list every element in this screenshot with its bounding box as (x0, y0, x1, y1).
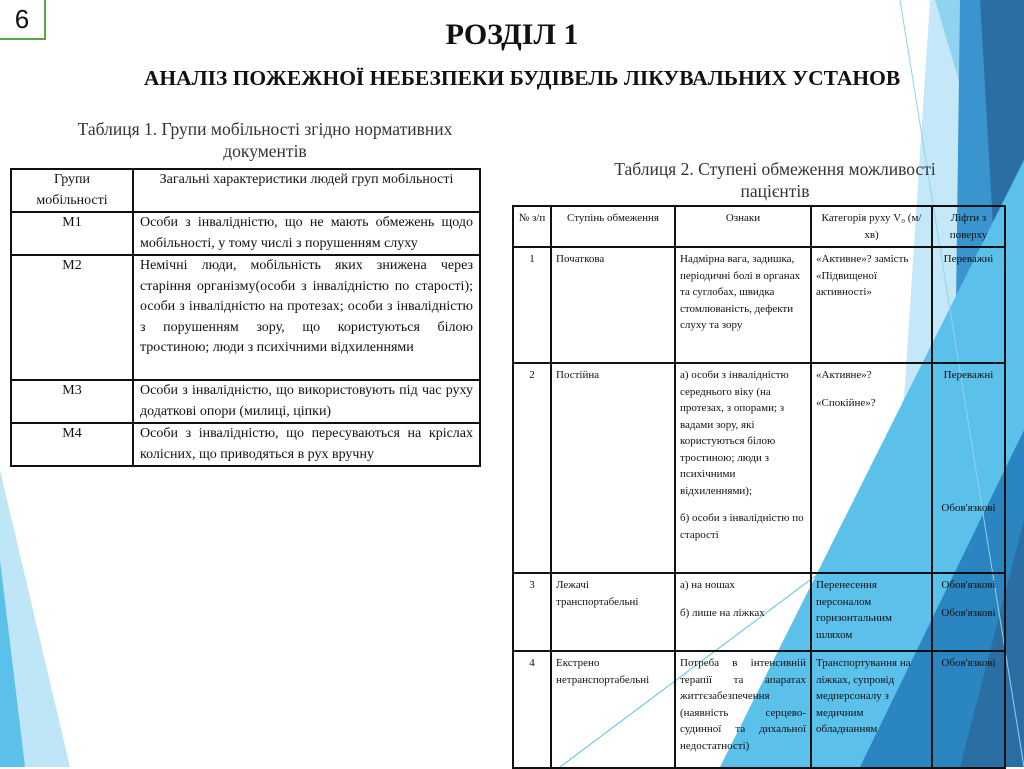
table1-caption: Таблиця 1. Групи мобільності згідно нормативних документів (77, 119, 453, 161)
category-cell: Перенесення персоналом горизонтальним шляхом (811, 573, 932, 651)
slide-number: 6 (0, 0, 46, 40)
header-cell: Загальні характеристики людей груп мобільності (133, 169, 480, 212)
lifts-cell (932, 363, 1005, 573)
sign-item: а) на ношах (680, 579, 736, 591)
table-header-row (11, 169, 480, 212)
table-header-row (513, 206, 1005, 247)
row-number: 2 (513, 363, 551, 573)
table-row (11, 255, 480, 380)
group-cell: М1 (11, 212, 133, 255)
sign-item: б) особи з інвалідністю по старості (680, 512, 804, 541)
category-cell (811, 363, 932, 573)
category-item: «Спокійне»? (816, 396, 876, 409)
signs-cell: Надмірна вага, задишка, періодичні болі в органах та суглобах, швидка стомлюваність, дефекти слуху та зору (675, 247, 811, 363)
table-row (513, 247, 1005, 363)
table2-caption: Таблиця 2. Ступені обмеження можливості пацієнтів (614, 159, 936, 201)
table-row (11, 423, 480, 466)
degree-cell: Постійна (551, 363, 675, 573)
group-cell: М3 (11, 380, 133, 423)
table-row (513, 651, 1005, 768)
mobility-groups-table (10, 168, 481, 467)
degree-cell: Лежачі транспортабельні (551, 573, 675, 651)
signs-cell (675, 573, 811, 651)
lifts-cell: Обов'язкові (932, 651, 1005, 768)
header-cell: Категорія руху V₀ (м/хв) (811, 206, 932, 247)
desc-cell: Особи з інвалідністю, що використовують під час руху додаткові опори (милиці, ціпки) (133, 380, 480, 423)
table-row (513, 363, 1005, 573)
lifts-item: Переважні (943, 369, 994, 381)
desc-cell: Немічні люди, мобільність яких знижена через старіння організму(особи з інвалідністю по старості); особи з інвалідністю на протезах; особи з інвалідністю з порушенням зору, що користуються білою тростиною; люди з психічними відхиленнями (133, 255, 480, 380)
row-number: 4 (513, 651, 551, 768)
page-subtitle: АНАЛІЗ ПОЖЕЖНОЇ НЕБЕЗПЕКИ БУДІВЕЛЬ ЛІКУВАЛЬНИХ УСТАНОВ (143, 66, 901, 90)
header-cell: Групи мобільності (11, 169, 133, 212)
page-title: РОЗДІЛ 1 (445, 18, 579, 51)
lifts-item: Обов'язкові (941, 579, 996, 591)
lifts-item: Обов'язкові (941, 606, 996, 619)
patient-restriction-table (512, 205, 1006, 769)
category-item: «Активне»? (816, 369, 872, 381)
table-row (513, 573, 1005, 651)
category-cell: Транспортування на ліжках, супровід медперсоналу з медичним обладнанням (811, 651, 932, 768)
sign-item: б) лише на ліжках (680, 606, 765, 619)
row-number: 1 (513, 247, 551, 363)
header-cell: Ліфти з поверху (932, 206, 1005, 247)
header-cell: № з/п (513, 206, 551, 247)
lifts-item: Обов'язкові (941, 501, 996, 514)
table-row (11, 212, 480, 255)
table-row (11, 380, 480, 423)
header-cell: Ступінь обмеження (551, 206, 675, 247)
sign-item: а) особи з інвалідністю середнього віку (на протезах, з опорами; з вадами зору, які користуються білою тростиною; люди з психічними відхиленнями); (680, 369, 789, 497)
header-cell: Ознаки (675, 206, 811, 247)
group-cell: М4 (11, 423, 133, 466)
signs-cell: Потреба в інтенсивній терапії та апаратах життєзабезпечення (наявність серцево-судинної та дихальної недостатності) (675, 651, 811, 768)
degree-cell: Екстрено нетранспортабельні (551, 651, 675, 768)
lifts-cell (932, 573, 1005, 651)
row-number: 3 (513, 573, 551, 651)
signs-cell (675, 363, 811, 573)
lifts-cell: Переважні (932, 247, 1005, 363)
degree-cell: Початкова (551, 247, 675, 363)
group-cell: М2 (11, 255, 133, 380)
desc-cell: Особи з інвалідністю, що пересуваються на кріслах колісних, що приводяться в рух вручну (133, 423, 480, 466)
category-cell: «Активне»? замість «Підвищеної активності» (811, 247, 932, 363)
desc-cell: Особи з інвалідністю, що не мають обмежень щодо мобільності, у тому числі з порушенням слуху (133, 212, 480, 255)
